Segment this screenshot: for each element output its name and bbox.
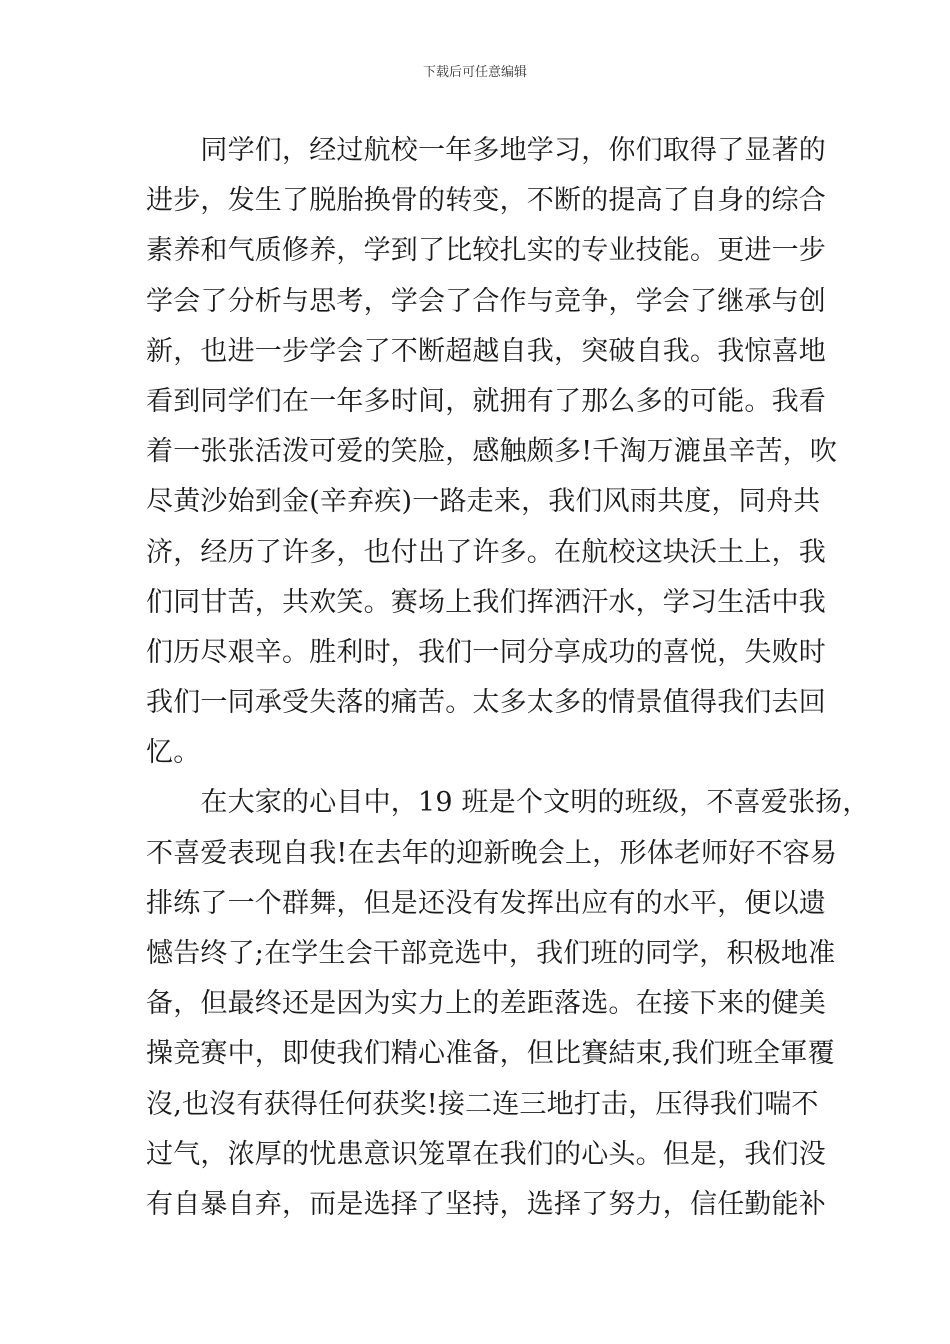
text-line: 操竞赛中，即使我们精心准备，但比賽結束,我们班全軍覆	[146, 1038, 835, 1070]
paragraph-1	[146, 126, 838, 778]
text-line: 憾告终了;在学生会干部竞选中，我们班的同学，积极地准	[146, 938, 836, 969]
text-line: 忆。	[146, 737, 201, 769]
text-line: 进步，发生了脱胎换骨的转变，不断的提高了自身的综合	[146, 185, 826, 217]
text-line: 同学们，经过航校一年多地学习，你们取得了显著的	[146, 135, 826, 166]
text-line: 学会了分析与思考，学会了合作与竞争，学会了继承与创	[146, 285, 826, 317]
text-line: 着一张张活泼可爱的笑脸，感触颇多!千淘万漉虽辛苦，吹	[146, 436, 838, 468]
text-line: 尽黄沙始到金(辛弃疾)一路走来，我们风雨共度，同舟共	[146, 486, 821, 518]
document-body	[146, 126, 870, 1230]
text-line: 沒,也沒有获得任何获奖!接二连三地打击，压得我们喘不	[146, 1088, 819, 1120]
text-line: 过气，浓厚的忧患意识笼罩在我们的心头。但是，我们没	[146, 1138, 826, 1170]
text-line: 看到同学们在一年多时间，就拥有了那么多的可能。我看	[146, 385, 826, 417]
text-line: 排练了一个群舞，但是还没有发挥出应有的水平，便以遗	[146, 887, 826, 919]
text-line: 不喜爱表现自我!在去年的迎新晚会上，形体老师好不容易	[146, 837, 838, 869]
text-line: 在大家的心目中，19 班是个文明的班级，不喜爱张扬，	[146, 787, 870, 819]
text-line: 有自暴自弃，而是选择了坚持，选择了努力，信任勤能补	[146, 1188, 826, 1220]
text-line: 我们一同承受失落的痛苦。太多太多的情景值得我们去回	[146, 687, 826, 719]
text-line: 备，但最终还是因为实力上的差距落选。在接下来的健美	[146, 988, 826, 1020]
text-line: 新，也进一步学会了不断超越自我，突破自我。我惊喜地	[146, 335, 826, 367]
text-line: 们历尽艰辛。胜利时，我们一同分享成功的喜悦，失败时	[146, 636, 826, 668]
page-header: 下载后可任意编辑	[422, 65, 527, 80]
text-line: 素养和气质修养，学到了比较扎实的专业技能。更进一步	[146, 235, 826, 267]
text-line: 们同甘苦，共欢笑。赛场上我们挥洒汗水，学习生活中我	[146, 586, 826, 618]
text-line: 济，经历了许多，也付出了许多。在航校这块沃土上，我	[146, 536, 826, 568]
paragraph-2	[146, 778, 870, 1230]
